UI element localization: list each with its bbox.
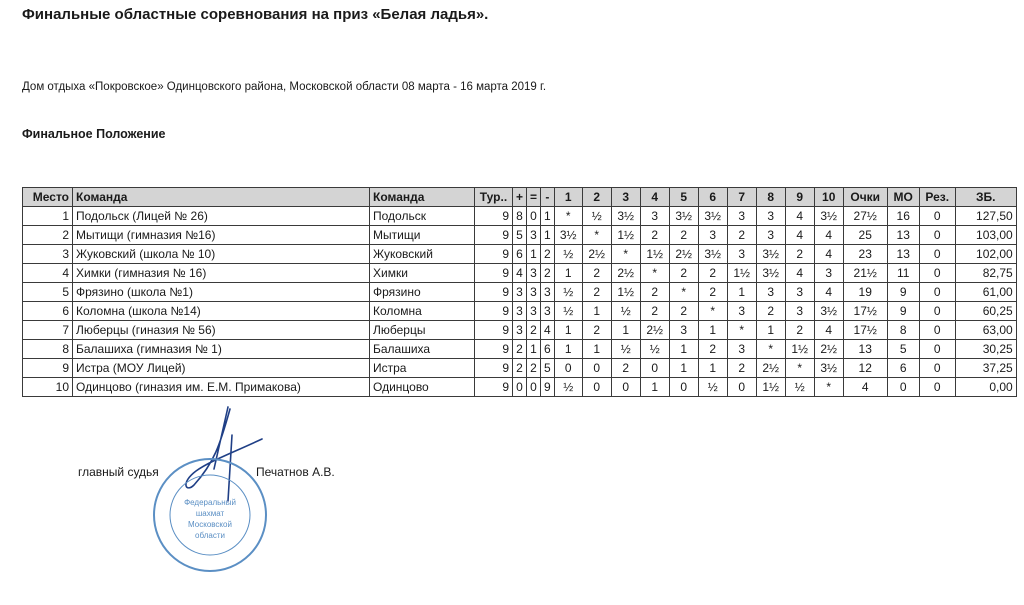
- table-cell: Фрязино (школа №1): [73, 283, 370, 302]
- table-cell: 127,50: [955, 207, 1016, 226]
- table-cell: 1: [527, 340, 541, 359]
- table-row: [23, 245, 1017, 264]
- table-cell: 37,25: [955, 359, 1016, 378]
- table-cell: *: [727, 321, 756, 340]
- table-cell: 2: [611, 359, 640, 378]
- table-cell: 19: [843, 283, 887, 302]
- header-cell: 1: [554, 188, 582, 207]
- table-cell: 1: [527, 245, 541, 264]
- table-cell: 9: [475, 302, 513, 321]
- table-row: [23, 378, 1017, 397]
- header-cell: +: [513, 188, 527, 207]
- header-cell: 10: [814, 188, 843, 207]
- table-cell: ½: [611, 302, 640, 321]
- table-cell: 63,00: [955, 321, 1016, 340]
- svg-text:шахмат: шахмат: [195, 509, 225, 518]
- table-cell: 3: [814, 264, 843, 283]
- table-cell: 6: [23, 302, 73, 321]
- table-cell: 3½: [554, 226, 582, 245]
- table-cell: 1: [23, 207, 73, 226]
- table-cell: 5: [541, 359, 555, 378]
- svg-text:области: области: [195, 531, 225, 540]
- table-cell: 7: [23, 321, 73, 340]
- table-cell: 1: [698, 321, 727, 340]
- table-cell: Истра: [370, 359, 475, 378]
- table-cell: 5: [887, 340, 919, 359]
- table-cell: 2: [513, 340, 527, 359]
- table-row: [23, 207, 1017, 226]
- table-cell: 3½: [611, 207, 640, 226]
- table-cell: 8: [887, 321, 919, 340]
- header-cell: 7: [727, 188, 756, 207]
- table-cell: *: [814, 378, 843, 397]
- table-cell: 2: [640, 226, 669, 245]
- venue-line: Дом отдыха «Покровское» Одинцовского района, Московской области 08 марта - 16 марта 2019 г.: [22, 81, 547, 93]
- table-cell: 3½: [814, 359, 843, 378]
- table-cell: 0,00: [955, 378, 1016, 397]
- table-cell: 1½: [727, 264, 756, 283]
- table-cell: ½: [554, 245, 582, 264]
- table-cell: 2: [698, 283, 727, 302]
- table-cell: 2: [541, 264, 555, 283]
- header-cell: 6: [698, 188, 727, 207]
- table-cell: Мытищи (гимназия №16): [73, 226, 370, 245]
- table-cell: *: [756, 340, 785, 359]
- table-row: [23, 359, 1017, 378]
- table-cell: 1: [554, 321, 582, 340]
- table-row: [23, 226, 1017, 245]
- table-row: [23, 340, 1017, 359]
- table-cell: Мытищи: [370, 226, 475, 245]
- svg-text:Московской: Московской: [188, 520, 232, 529]
- table-cell: 9: [541, 378, 555, 397]
- header-cell: МО: [887, 188, 919, 207]
- table-cell: Люберцы (гиназия № 56): [73, 321, 370, 340]
- table-cell: ½: [611, 340, 640, 359]
- table-cell: 3½: [669, 207, 698, 226]
- table-cell: 1: [698, 359, 727, 378]
- table-cell: 2: [541, 245, 555, 264]
- table-cell: *: [669, 283, 698, 302]
- table-cell: 3: [785, 283, 814, 302]
- header-cell: Команда: [73, 188, 370, 207]
- table-cell: 3½: [756, 264, 785, 283]
- table-cell: 2: [582, 264, 611, 283]
- table-cell: 61,00: [955, 283, 1016, 302]
- table-cell: 2: [669, 302, 698, 321]
- table-cell: Химки (гимназия № 16): [73, 264, 370, 283]
- table-cell: 0: [919, 207, 955, 226]
- table-cell: 1: [582, 302, 611, 321]
- table-cell: 23: [843, 245, 887, 264]
- table-cell: 1: [669, 359, 698, 378]
- table-cell: 3: [756, 226, 785, 245]
- table-cell: 2: [727, 359, 756, 378]
- table-cell: Одинцово (гиназия им. Е.М. Примакова): [73, 378, 370, 397]
- header-cell: Рез.: [919, 188, 955, 207]
- table-cell: 0: [554, 359, 582, 378]
- table-cell: 3: [727, 302, 756, 321]
- table-cell: 3: [640, 207, 669, 226]
- table-cell: 60,25: [955, 302, 1016, 321]
- table-cell: 2: [640, 283, 669, 302]
- table-cell: 3: [527, 226, 541, 245]
- table-cell: 0: [611, 378, 640, 397]
- table-cell: 3: [727, 340, 756, 359]
- table-cell: Истра (МОУ Лицей): [73, 359, 370, 378]
- table-cell: 1½: [611, 226, 640, 245]
- table-cell: ½: [785, 378, 814, 397]
- table-cell: 3: [513, 302, 527, 321]
- table-cell: Коломна (школа №14): [73, 302, 370, 321]
- table-cell: 2½: [756, 359, 785, 378]
- table-cell: 1: [611, 321, 640, 340]
- table-cell: 4: [814, 245, 843, 264]
- table-cell: 4: [23, 264, 73, 283]
- table-cell: 9: [475, 264, 513, 283]
- table-cell: 8: [23, 340, 73, 359]
- table-cell: 2: [527, 359, 541, 378]
- header-cell: =: [527, 188, 541, 207]
- table-cell: *: [640, 264, 669, 283]
- table-cell: *: [582, 226, 611, 245]
- table-cell: 0: [919, 226, 955, 245]
- table-cell: 0: [727, 378, 756, 397]
- table-row: [23, 302, 1017, 321]
- table-cell: 0: [919, 302, 955, 321]
- table-cell: Одинцово: [370, 378, 475, 397]
- table-cell: 1: [554, 264, 582, 283]
- table-cell: Жуковский (школа № 10): [73, 245, 370, 264]
- table-cell: 6: [541, 340, 555, 359]
- table-cell: 103,00: [955, 226, 1016, 245]
- table-cell: 3: [669, 321, 698, 340]
- table-cell: 0: [919, 378, 955, 397]
- table-cell: 0: [582, 359, 611, 378]
- table-cell: 2: [727, 226, 756, 245]
- table-cell: 3: [727, 207, 756, 226]
- table-cell: 4: [541, 321, 555, 340]
- standings-table: [22, 187, 1017, 397]
- table-cell: 3: [727, 245, 756, 264]
- table-cell: 0: [919, 321, 955, 340]
- table-cell: 9: [475, 378, 513, 397]
- table-cell: 1: [640, 378, 669, 397]
- table-cell: 0: [919, 283, 955, 302]
- table-cell: 2½: [611, 264, 640, 283]
- table-cell: 2: [669, 226, 698, 245]
- table-cell: 3½: [814, 302, 843, 321]
- stamp-icon: [150, 445, 270, 585]
- table-cell: 0: [919, 264, 955, 283]
- table-cell: Подольск (Лицей № 26): [73, 207, 370, 226]
- table-cell: 6: [513, 245, 527, 264]
- table-cell: 1: [756, 321, 785, 340]
- table-cell: 0: [919, 359, 955, 378]
- table-cell: 2: [513, 359, 527, 378]
- table-cell: 4: [513, 264, 527, 283]
- table-cell: ½: [554, 378, 582, 397]
- table-cell: 9: [887, 283, 919, 302]
- table-cell: 2: [785, 245, 814, 264]
- header-cell: 8: [756, 188, 785, 207]
- table-cell: 9: [475, 359, 513, 378]
- subtitle: Финальное Положение: [22, 127, 166, 141]
- table-cell: 4: [814, 321, 843, 340]
- table-cell: 6: [887, 359, 919, 378]
- table-cell: 17½: [843, 302, 887, 321]
- header-cell: Место: [23, 188, 73, 207]
- table-cell: 3: [541, 302, 555, 321]
- table-cell: 0: [527, 378, 541, 397]
- header-cell: Команда: [370, 188, 475, 207]
- table-cell: 3: [756, 283, 785, 302]
- table-cell: 3: [513, 283, 527, 302]
- table-cell: ½: [554, 283, 582, 302]
- table-cell: 1: [727, 283, 756, 302]
- table-cell: 2½: [669, 245, 698, 264]
- table-cell: 0: [640, 359, 669, 378]
- header-cell: 3: [611, 188, 640, 207]
- table-cell: 2½: [582, 245, 611, 264]
- table-cell: 4: [785, 207, 814, 226]
- table-cell: 2: [756, 302, 785, 321]
- table-cell: 13: [887, 226, 919, 245]
- table-cell: 2½: [814, 340, 843, 359]
- table-cell: Фрязино: [370, 283, 475, 302]
- table-cell: 10: [23, 378, 73, 397]
- table-cell: 4: [843, 378, 887, 397]
- table-cell: 9: [475, 245, 513, 264]
- table-cell: 27½: [843, 207, 887, 226]
- table-cell: 30,25: [955, 340, 1016, 359]
- table-cell: *: [554, 207, 582, 226]
- table-cell: 3½: [756, 245, 785, 264]
- table-cell: 0: [669, 378, 698, 397]
- table-cell: 1: [554, 340, 582, 359]
- table-cell: 3: [513, 321, 527, 340]
- table-cell: 3: [527, 302, 541, 321]
- table-cell: 0: [919, 340, 955, 359]
- judge-label: главный судья: [78, 465, 159, 479]
- table-cell: 102,00: [955, 245, 1016, 264]
- table-cell: 2: [698, 264, 727, 283]
- table-cell: 13: [887, 245, 919, 264]
- table-cell: Подольск: [370, 207, 475, 226]
- table-cell: 3: [785, 302, 814, 321]
- table-cell: 16: [887, 207, 919, 226]
- table-cell: 21½: [843, 264, 887, 283]
- table-row: [23, 283, 1017, 302]
- table-cell: ½: [640, 340, 669, 359]
- table-cell: 0: [527, 207, 541, 226]
- judge-name: Печатнов А.В.: [256, 465, 335, 479]
- table-cell: Коломна: [370, 302, 475, 321]
- table-cell: *: [698, 302, 727, 321]
- table-cell: 9: [475, 321, 513, 340]
- header-cell: Тур..: [475, 188, 513, 207]
- table-cell: 13: [843, 340, 887, 359]
- table-cell: 12: [843, 359, 887, 378]
- table-cell: 4: [814, 226, 843, 245]
- table-cell: 1: [582, 340, 611, 359]
- header-row: [23, 188, 1017, 207]
- table-cell: 9: [475, 207, 513, 226]
- table-cell: ½: [554, 302, 582, 321]
- header-cell: 5: [669, 188, 698, 207]
- table-cell: 3: [756, 207, 785, 226]
- table-cell: 5: [513, 226, 527, 245]
- table-cell: 3½: [698, 245, 727, 264]
- table-cell: 3: [527, 283, 541, 302]
- table-cell: Балашиха: [370, 340, 475, 359]
- table-cell: 3: [527, 264, 541, 283]
- table-cell: *: [611, 245, 640, 264]
- table-cell: 4: [785, 226, 814, 245]
- table-cell: 5: [23, 283, 73, 302]
- table-row: [23, 321, 1017, 340]
- header-cell: 4: [640, 188, 669, 207]
- header-cell: 9: [785, 188, 814, 207]
- header-cell: -: [541, 188, 555, 207]
- table-row: [23, 264, 1017, 283]
- table-cell: 2: [582, 321, 611, 340]
- table-cell: Химки: [370, 264, 475, 283]
- table-cell: 2: [527, 321, 541, 340]
- table-cell: Люберцы: [370, 321, 475, 340]
- table-cell: 1: [669, 340, 698, 359]
- table-cell: ½: [698, 378, 727, 397]
- table-cell: 0: [513, 378, 527, 397]
- table-cell: 9: [475, 283, 513, 302]
- table-cell: 4: [785, 264, 814, 283]
- table-cell: 8: [513, 207, 527, 226]
- table-cell: 17½: [843, 321, 887, 340]
- table-cell: 3½: [814, 207, 843, 226]
- table-cell: 1½: [640, 245, 669, 264]
- table-cell: 82,75: [955, 264, 1016, 283]
- table-cell: 2: [669, 264, 698, 283]
- table-cell: 2: [23, 226, 73, 245]
- table-cell: 1½: [785, 340, 814, 359]
- table-cell: Балашиха (гимназия № 1): [73, 340, 370, 359]
- table-cell: 2: [785, 321, 814, 340]
- table-cell: 3: [23, 245, 73, 264]
- table-cell: 4: [814, 283, 843, 302]
- table-cell: 1½: [611, 283, 640, 302]
- table-cell: 9: [475, 340, 513, 359]
- table-cell: 3: [698, 226, 727, 245]
- table-cell: Жуковский: [370, 245, 475, 264]
- table-cell: ½: [582, 207, 611, 226]
- header-cell: Очки: [843, 188, 887, 207]
- header-cell: ЗБ.: [955, 188, 1016, 207]
- table-cell: 11: [887, 264, 919, 283]
- header-cell: 2: [582, 188, 611, 207]
- table-cell: 0: [582, 378, 611, 397]
- page-title: Финальные областные соревнования на приз «Белая ладья».: [22, 6, 489, 23]
- table-cell: *: [785, 359, 814, 378]
- table-cell: 2: [698, 340, 727, 359]
- table-cell: 2: [582, 283, 611, 302]
- table-cell: 9: [887, 302, 919, 321]
- svg-text:Федеральный: Федеральный: [184, 498, 236, 507]
- table-cell: 9: [23, 359, 73, 378]
- table-cell: 1: [541, 226, 555, 245]
- table-cell: 1: [541, 207, 555, 226]
- table-cell: 2½: [640, 321, 669, 340]
- table-cell: 3: [541, 283, 555, 302]
- table-cell: 9: [475, 226, 513, 245]
- table-cell: 0: [887, 378, 919, 397]
- table-cell: 25: [843, 226, 887, 245]
- table-cell: 3½: [698, 207, 727, 226]
- table-cell: 2: [640, 302, 669, 321]
- table-cell: 1½: [756, 378, 785, 397]
- table-cell: 0: [919, 245, 955, 264]
